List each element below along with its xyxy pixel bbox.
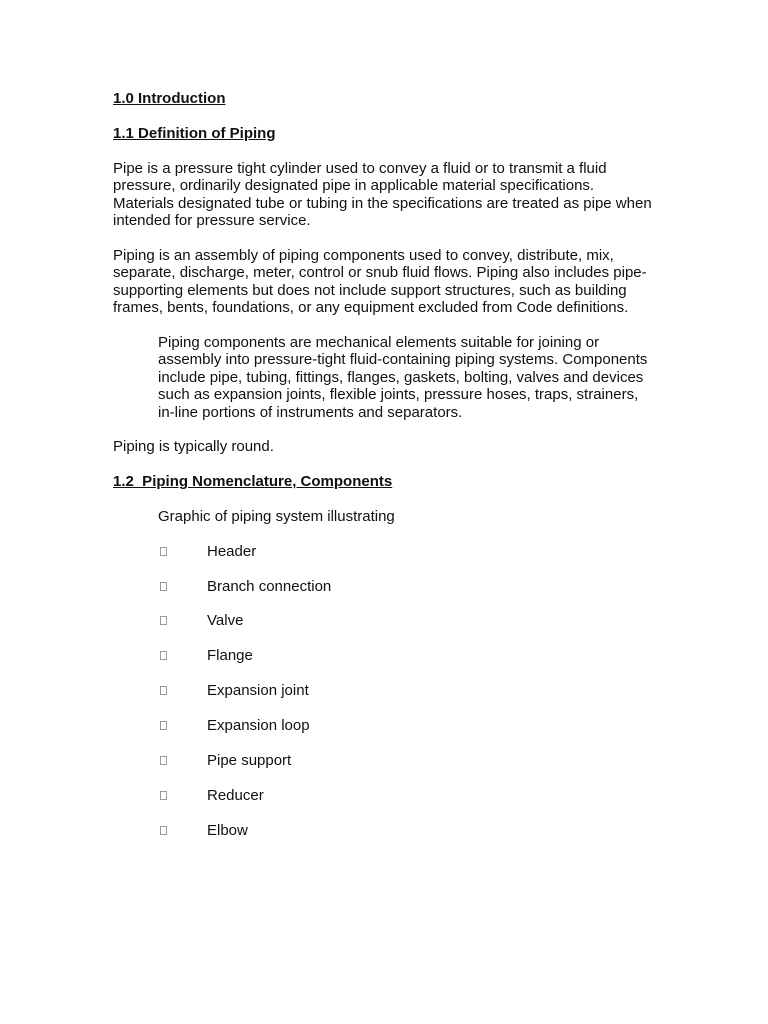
paragraph-line: Materials designated tube or tubing in the specifications are treated as pipe when xyxy=(113,194,652,212)
paragraph-line: such as expansion joints, flexible joints, pressure hoses, traps, strainers, xyxy=(158,386,639,404)
list-item-label: Branch connection xyxy=(207,578,332,595)
paragraph-line: supporting elements but does not include support structures, such as building xyxy=(113,281,627,299)
bullet-box-icon xyxy=(160,756,167,765)
list-item-label: Valve xyxy=(207,612,244,629)
list-item-label: Header xyxy=(207,543,257,560)
paragraph-line: pressure, ordinarily designated pipe in applicable material specifications. xyxy=(113,177,595,195)
paragraph-line: frames, bents, foundations, or any equipment excluded from Code definitions. xyxy=(113,299,629,317)
bullet-box-icon xyxy=(160,651,167,660)
bullet-box-icon xyxy=(160,686,167,695)
list-item-label: Pipe support xyxy=(207,752,292,769)
bullet-box-icon xyxy=(160,547,167,556)
list-item-label: Flange xyxy=(207,647,253,664)
list-item-label: Expansion joint xyxy=(207,682,309,699)
paragraph-piping-assembly xyxy=(113,247,647,317)
list-item-label: Elbow xyxy=(207,822,248,839)
paragraph-line: Pipe is a pressure tight cylinder used to convey a fluid or to transmit a fluid xyxy=(113,160,607,177)
paragraph-line: separate, discharge, meter, control or snub fluid flows. Piping also includes pipe- xyxy=(113,264,647,282)
paragraph-line: in-line portions of instruments and separators. xyxy=(158,403,463,421)
paragraph-line: Piping components are mechanical elements suitable for joining or xyxy=(158,334,600,351)
graphic-intro-text: Graphic of piping system illustrating xyxy=(158,508,395,525)
bullet-box-icon xyxy=(160,721,167,730)
paragraph-line: include pipe, tubing, fittings, flanges, gaskets, bolting, valves and devices xyxy=(158,368,644,386)
list-item-label: Reducer xyxy=(207,787,264,804)
heading-definition-of-piping: 1.1 Definition of Piping xyxy=(113,125,276,142)
bullet-box-icon xyxy=(160,616,167,625)
paragraph-line: assembly into pressure-tight fluid-containing piping systems. Components xyxy=(158,351,648,369)
paragraph-pipe-definition xyxy=(113,160,652,230)
paragraph-line: intended for pressure service. xyxy=(113,212,311,230)
heading-nomenclature: 1.2 Piping Nomenclature, Components xyxy=(113,473,393,490)
bullet-box-icon xyxy=(160,826,167,835)
paragraph-typically-round: Piping is typically round. xyxy=(113,438,274,455)
paragraph-piping-components xyxy=(158,334,647,421)
heading-introduction: 1.0 Introduction xyxy=(113,90,226,107)
paragraph-line: Piping is an assembly of piping components used to convey, distribute, mix, xyxy=(113,247,614,264)
bullet-box-icon xyxy=(160,791,167,800)
list-item-label: Expansion loop xyxy=(207,717,310,734)
bullet-box-icon xyxy=(160,582,167,591)
